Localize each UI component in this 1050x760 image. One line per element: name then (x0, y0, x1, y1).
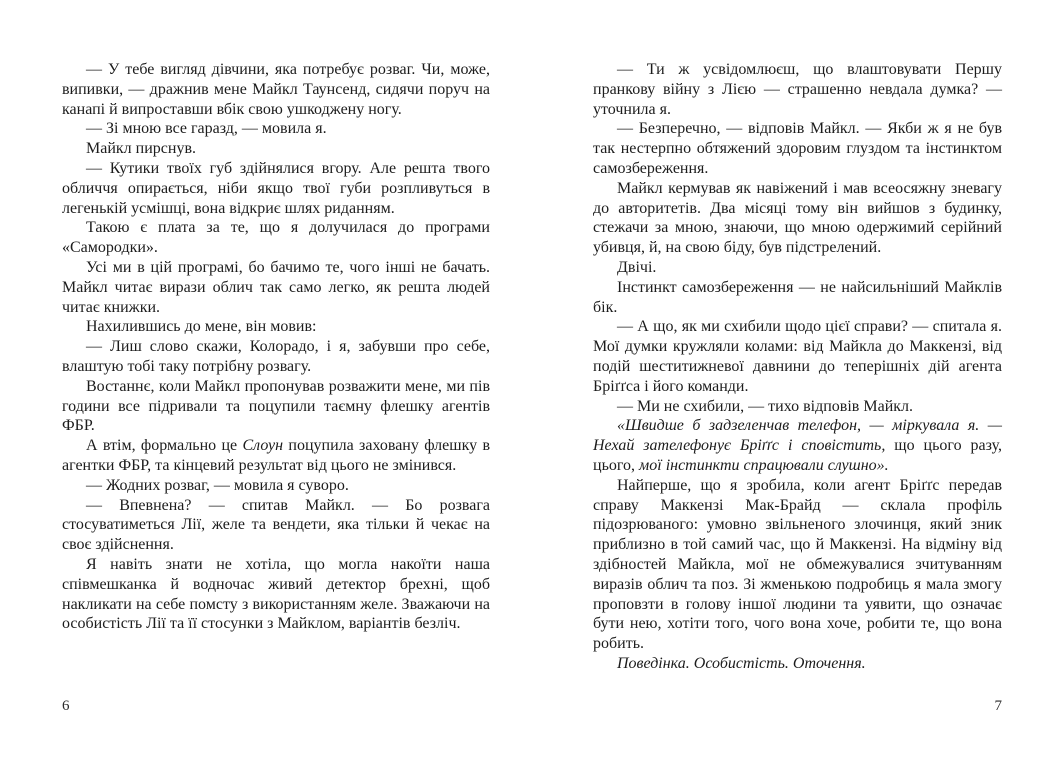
text-segment: — Жодних розваг, — мовила я суворо. (86, 476, 349, 494)
paragraph (593, 179, 1002, 258)
paragraph (62, 317, 490, 337)
text-segment: поцупила заховану флешку в агентки ФБР, та кінцевий результат від цього не змінився. (62, 437, 490, 474)
page-number-left: 6 (62, 698, 70, 714)
text-segment: Усі ми в цій програмі, бо бачимо те, чого інші не бачать. Майкл читає вирази облич так само легко, як решта людей читає книжки. (62, 258, 490, 316)
paragraph (593, 60, 1002, 119)
text-segment: А втім, формально це (86, 437, 243, 455)
paragraph (593, 258, 1002, 278)
paragraph (62, 60, 490, 119)
paragraph (62, 139, 490, 159)
text-segment: Двічі. (617, 258, 657, 276)
text-segment: — У тебе вигляд дівчини, яка потребує розваг. Чи, може, випивки, — дражнив мене Майкл Таунсенд, сидячи поруч на канапі й випроставши вбік свою ушкоджену ногу. (62, 61, 490, 118)
paragraph (62, 436, 490, 476)
text-segment: — Кутики твоїх губ здійнялися вгору. Але решта твого обличчя опирається, ніби якщо твої губи розпливуться в легенькій усмішці, вона відкриє шлях риданням. (62, 159, 490, 217)
paragraph (62, 337, 490, 377)
paragraph (62, 496, 490, 555)
text-segment-italic: Слоун (242, 437, 284, 455)
text-segment: що цього разу, цього, (593, 437, 1002, 474)
text-segment: Майкл кермував як навіжений і мав всеосяжну зневагу до авторитетів. Два місяці тому він вийшов з будинку, стежачи за мною, знаючи, що мною одержимий серійний убивця, й, на свою біду, був підстрелений. (593, 179, 1002, 257)
text-segment: Майкл пирснув. (86, 140, 196, 158)
page-number-right: 7 (994, 698, 1002, 714)
text-segment: — Лиш слово скажи, Колорадо, і я, забувши про себе, влаштую тобі таку потрібну розвагу. (62, 338, 490, 375)
text-segment: Інстинкт самозбереження — не найсильніший Майклів бік. (593, 278, 1002, 316)
page-footer-right (593, 697, 1002, 715)
page-footer-left (62, 697, 490, 715)
text-segment: Найперше, що я зробила, коли агент Бріґґс передав справу Маккензі Мак-Брайд — склала профіль підозрюваного: умовно звільненого злочинця, який зник приблизно в той самий час, що й Маккензі. На відміну від здібностей Майкла, мої не обмежувалися зчитуванням виразів облич та поз. Зі жменькою подробиць я мала змогу проповзти в голову іншої людини та уявити, що означає бути нею, хотіти того, чого вона хоче, робити те, що вона робить. (593, 476, 1002, 653)
paragraph (593, 119, 1002, 178)
text-segment-italic: «Швидше б задзеленчав телефон, — міркувала я. — Нехай зателефонує Бріґґс і сповістить, (593, 417, 1002, 455)
paragraph (62, 555, 490, 634)
text-segment: — Впевнена? — спитав Майкл. — Бо розвага стосуватиметься Лії, желе та вендети, яка тільки й чекає на своє здійснення. (62, 496, 490, 554)
text-segment: — Безперечно, — відповів Майкл. — Якби ж я не був так нестерпно обтяжений здоровим глуздом та інстинктом самозбереження. (593, 120, 1002, 177)
text-segment: — Зі мною все гаразд, — мовила я. (86, 120, 327, 138)
paragraph (593, 278, 1002, 318)
page-left-body-text (62, 60, 490, 634)
text-segment: — А що, як ми схибили щодо цієї справи? — спитала я. Мої думки кружляли колами: від Майкла до Маккензі, від подій шеститижневої давнини до теперішніх дій агента Бріґґса і його команди. (593, 318, 1002, 395)
paragraph (593, 476, 1002, 654)
text-segment: Я навіть знати не хотіла, що могла накоїти наша співмешканка й водночас живий детектор брехні, щоб накликати на себе помсту з використанням желе. Зважаючи на особистість Лії та її стосунки з Майклом, варіантів безліч. (62, 555, 490, 633)
paragraph (62, 377, 490, 436)
text-segment: — Ти ж усвідомлюєш, що влаштовувати Першу пранкову війну з Лією — страшенно невдала думка? — уточнила я. (593, 61, 1002, 118)
text-segment: — Ми не схибили, — тихо відповів Майкл. (617, 397, 914, 415)
paragraph (62, 119, 490, 139)
paragraph (593, 416, 1002, 475)
text-segment-italic: мої інстинкти спрацювали слушно». (639, 456, 889, 474)
text-segment: Нахилившись до мене, він мовив: (86, 318, 317, 336)
paragraph (62, 258, 490, 317)
text-segment: Такою є плата за те, що я долучилася до програми «Самородки». (62, 219, 490, 257)
page-right-body-text (593, 60, 1002, 674)
paragraph (62, 159, 490, 218)
paragraph (593, 397, 1002, 417)
text-segment: Востаннє, коли Майкл пропонував розважити мене, ми пів години все підривали та поцупили таємну флешку агентів ФБР. (62, 377, 490, 435)
paragraph (62, 476, 490, 496)
paragraph (593, 654, 1002, 674)
paragraph (593, 317, 1002, 396)
text-segment-italic: Поведінка. Особистість. Оточення. (617, 654, 866, 672)
paragraph (62, 218, 490, 258)
